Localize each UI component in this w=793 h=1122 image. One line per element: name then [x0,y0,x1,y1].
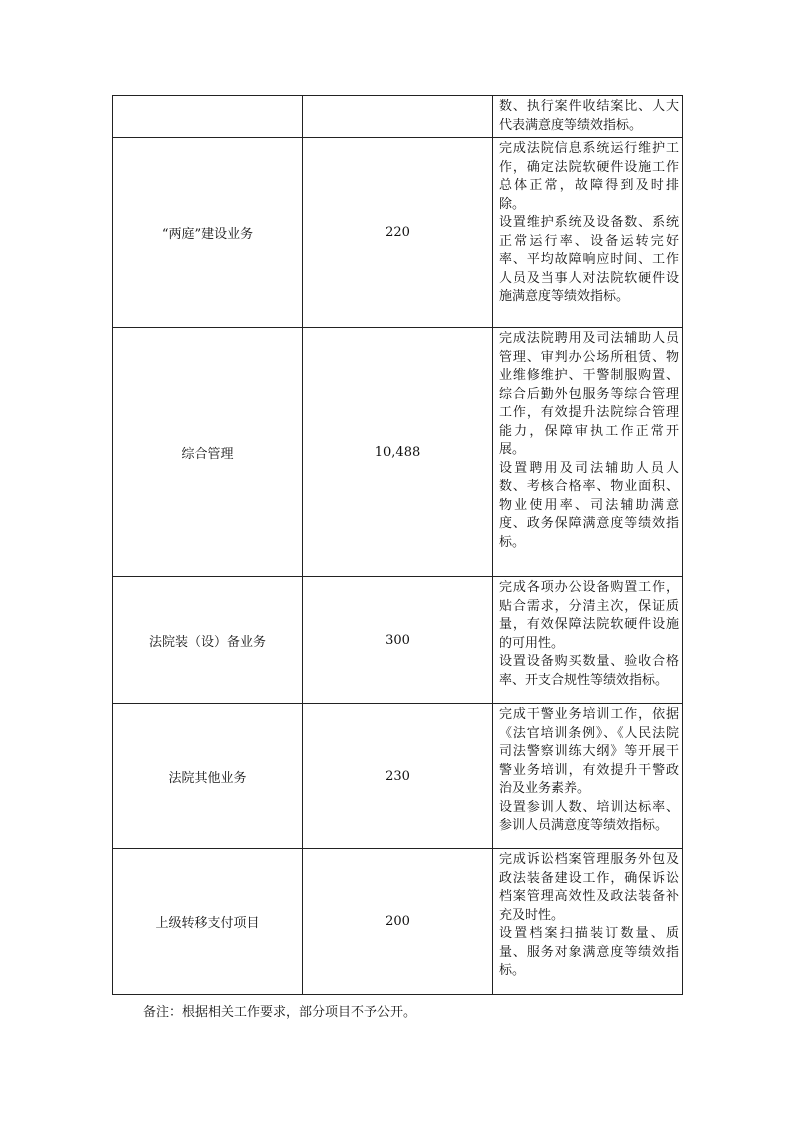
description-cell [493,704,683,849]
description-para: 完成各项办公设备购置工作，贴合需求，分清主次，保证质量，有效保障法院软硬件设施的可用性。 [499,580,679,651]
project-name-cell: 综合管理 [113,328,303,577]
description-para: 数、执行案件收结案比、人大代表满意度等绩效指标。 [499,99,679,133]
project-name-cell: 上级转移支付项目 [113,849,303,995]
description-cell [493,328,683,577]
description-para: 完成干警业务培训工作，依据《法官培训条例》、《人民法院司法警察训练大纲》等开展干警业务培训，有效提升干警政治及业务素养。 [499,707,679,796]
table-row [113,704,683,849]
description-para: 设置设备购买数量、验收合格率、开支合规性等绩效指标。 [499,654,679,688]
description-para: 设置参训人数、培训达标率、参训人员满意度等绩效指标。 [499,799,679,833]
description-cell [493,96,683,138]
description-cell [493,577,683,704]
project-table [112,95,683,995]
table-row [113,577,683,704]
amount-cell: 300 [303,577,493,704]
amount-cell: 10,488 [303,328,493,577]
description-para: 设置维护系统及设备数、系统正常运行率、设备运转完好率、平均故障响应时间、工作人员及当事人对法院软硬件设施满意度等绩效指标。 [499,215,679,304]
footnote: 备注：根据相关工作要求，部分项目不予公开。 [143,1005,417,1020]
project-name-cell [113,96,303,138]
table-row [113,328,683,577]
project-name-cell: “两庭”建设业务 [113,138,303,328]
description-para: 设置聘用及司法辅助人员人数、考核合格率、物业面积、物业使用率、司法辅助满意度、政务保障满意度等绩效指标。 [499,460,679,550]
table-row [113,138,683,328]
amount-cell [303,96,493,138]
table-row [113,849,683,995]
amount-cell: 220 [303,138,493,328]
table-row [113,96,683,138]
project-name-cell: 法院其他业务 [113,704,303,849]
description-cell [493,849,683,995]
description-para: 设置档案扫描装订数量、质量、服务对象满意度等绩效指标。 [499,926,679,978]
description-para: 完成法院信息系统运行维护工作，确定法院软硬件设施工作总体正常，故障得到及时排除。 [499,141,679,212]
amount-cell: 200 [303,849,493,995]
project-name-cell: 法院装（设）备业务 [113,577,303,704]
description-cell [493,138,683,328]
amount-cell: 230 [303,704,493,849]
description-para: 完成诉讼档案管理服务外包及政法装备建设工作，确保诉讼档案管理高效性及政法装备补充及时性。 [499,852,679,923]
description-para: 完成法院聘用及司法辅助人员管理、审判办公场所租赁、物业维修维护、干警制服购置、综合后勤外包服务等综合管理工作，有效提升法院综合管理能力，保障审执工作正常开展。 [499,331,679,457]
